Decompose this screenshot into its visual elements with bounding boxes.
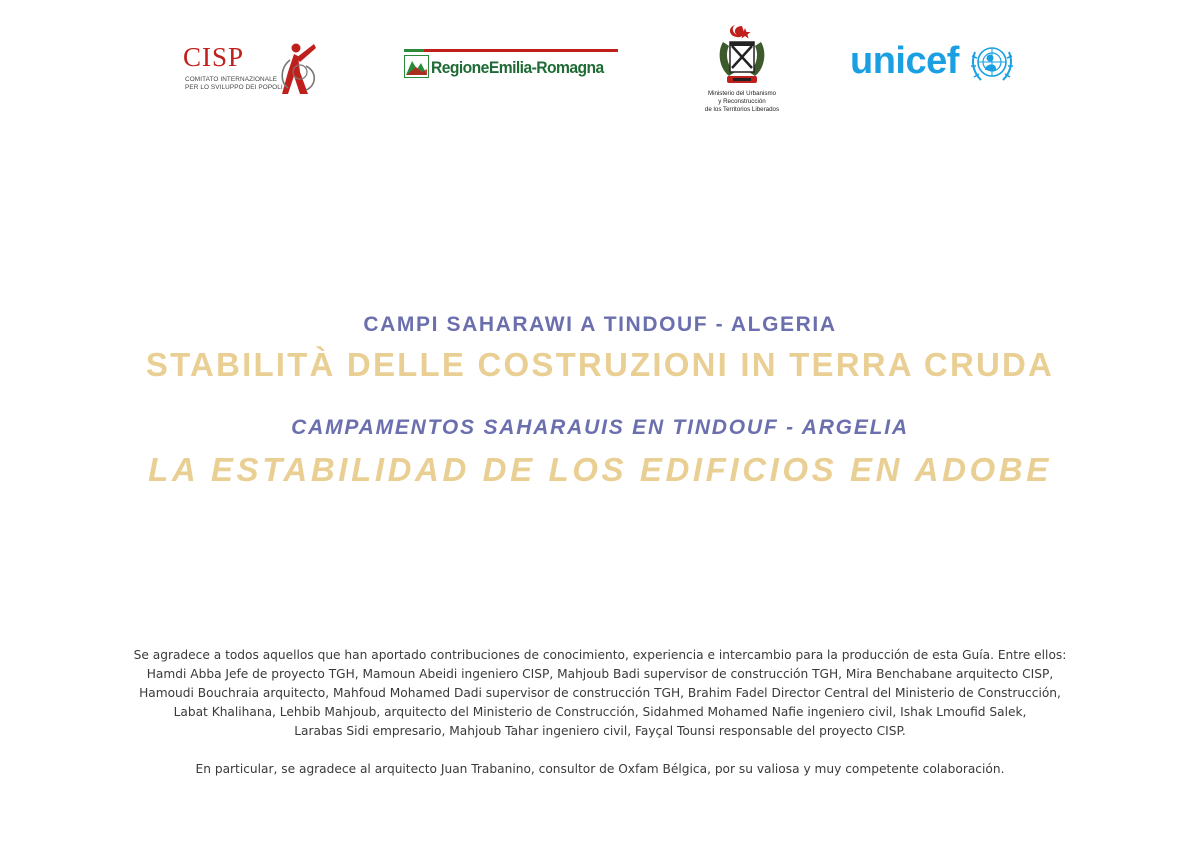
logo-header [0,0,1200,130]
italian-title: STABILITÀ DELLE COSTRUZIONI IN TERRA CRUDA [145,346,1055,383]
cisp-figure-icon [278,42,320,98]
ack-line: Labat Khalihana, Lehbib Mahjoub, arquitecto del Ministerio de Construcción, Sidahmed Mohamed Nafie ingeniero civil, Ishak Lmoufid Salek, [173,705,1027,719]
ack-line: Hamoudi Bouchraia arquitecto, Mahfoud Mohamed Dadi supervisor de construcción TGH, Brahim Fadel Director Central del Ministerio de Construcción, [139,686,1061,700]
ministry-logo [686,24,798,120]
cisp-wordmark: CISP [183,42,245,72]
rer-wordmark: RegioneEmilia-Romagna [431,58,604,77]
ack-closing: En particular, se agradece al arquitecto Juan Trabanino, consultor de Oxfam Bélgica, por su valiosa y muy competente colaboración. [195,762,1005,776]
spanish-subtitle: CAMPAMENTOS SAHARAUIS EN TINDOUF - ARGELIA [291,416,909,439]
unicef-emblem-icon [969,42,1015,86]
ministry-caption [686,90,798,114]
ministry-caption-line1: Ministerio del Urbanismo [707,90,777,97]
rer-emblem-icon [404,55,429,78]
rer-red-bar [424,49,618,52]
ack-line: Se agradece a todos aquellos que han aportado contribuciones de conocimiento, experiencia e intercambio para la producción de esta Guía. Entre ellos: [133,648,1067,662]
unicef-logo [850,40,1020,90]
cisp-logo [183,42,323,98]
regione-emilia-romagna-logo [404,49,620,83]
cisp-subtitle-line1: COMITATO INTERNAZIONALE [185,76,278,83]
italian-subtitle: CAMPI SAHARAWI A TINDOUF - ALGERIA [363,313,837,336]
rer-green-bar [404,49,424,52]
ministry-emblem-icon [713,24,771,88]
ack-line: Larabas Sidi empresario, Mahjoub Tahar ingeniero civil, Fayçal Tounsi responsable del proyecto CISP. [294,724,906,738]
spanish-title: LA ESTABILIDAD DE LOS EDIFICIOS EN ADOBE [148,451,1052,488]
cisp-subtitle-line2: PER LO SVILUPPO DEI POPOLI [185,84,283,91]
unicef-wordmark: unicef [850,40,959,82]
ministry-caption-line2: y Reconstrucción [718,98,766,105]
ack-line: Hamdi Abba Jefe de proyecto TGH, Mamoun Abeidi ingeniero CISP, Mahjoub Badi supervisor de construcción TGH, Mira Benchabane arquitecto CISP, [146,667,1054,681]
ministry-caption-line3: de los Territorios Liberados [704,106,780,113]
acknowledgements [60,646,1140,779]
